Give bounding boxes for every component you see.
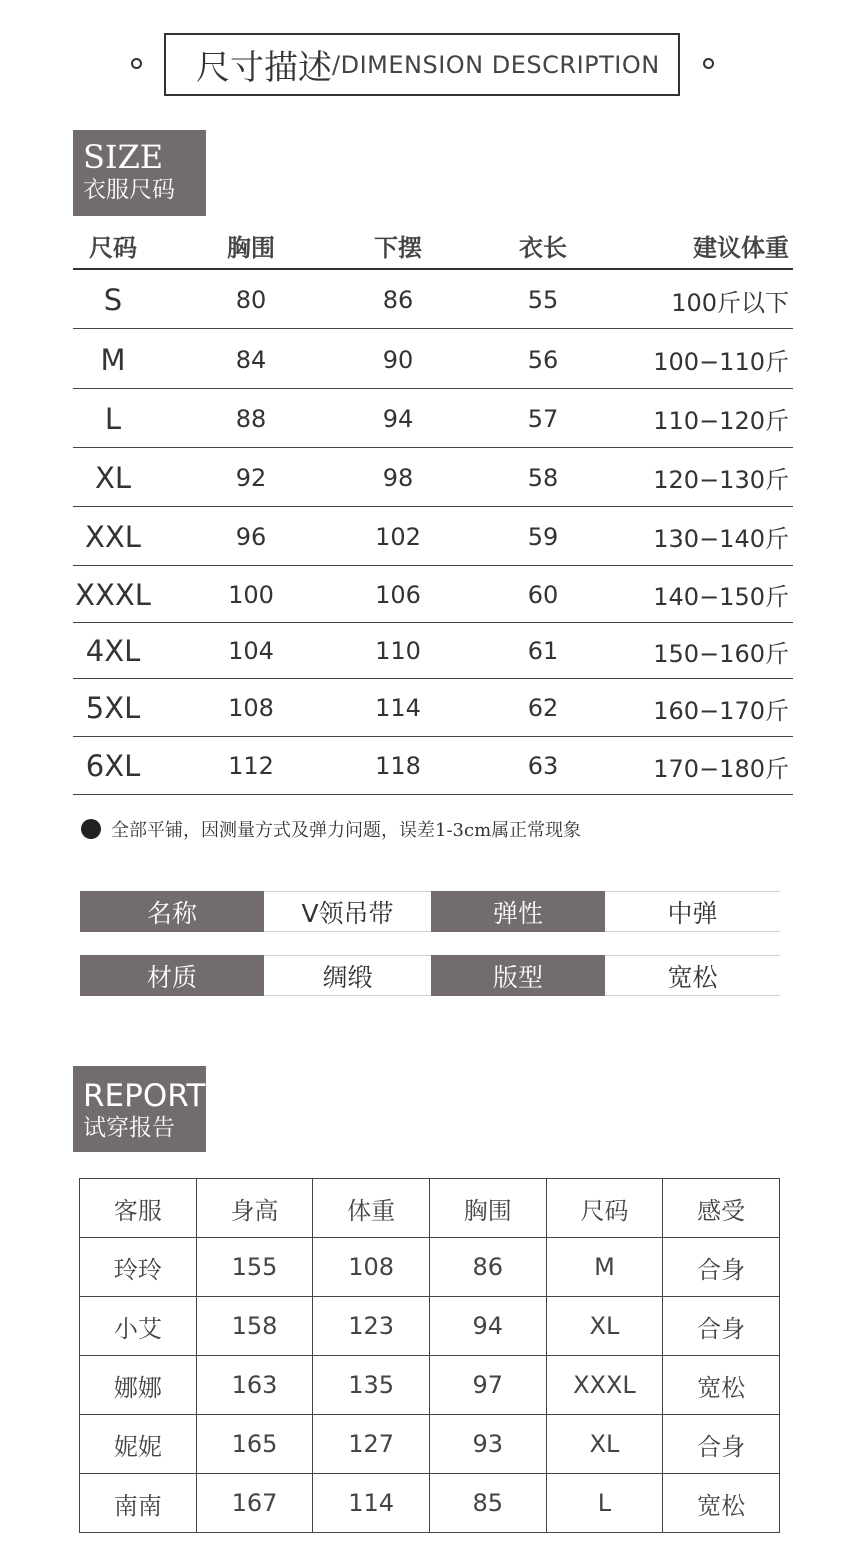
size-cell: L [546,1474,663,1533]
report-row [80,1415,780,1474]
report-badge-zh: 试穿报告 [83,1115,175,1141]
length-cell: 59 [527,522,559,551]
attr-label-name: 名称 [80,891,264,932]
chest-cell: 108 [228,694,274,722]
size-cell: M [546,1238,663,1297]
weight-cell: 130−140斤 [653,525,789,553]
length-cell: 57 [527,404,559,433]
chest-cell: 104 [228,637,274,665]
header-height: 身高 [196,1179,313,1238]
weight-cell: 150−160斤 [653,639,789,668]
size-row [73,624,793,679]
size-cell: 4XL [85,634,141,668]
staff-cell: 妮妮 [80,1415,197,1474]
weight-cell: 127 [313,1415,430,1474]
size-cell: M [100,342,126,377]
length-cell: 61 [527,637,559,665]
chest-cell: 112 [228,752,274,780]
feeling-cell: 宽松 [663,1356,780,1415]
header-staff: 客服 [80,1179,197,1238]
feeling-cell: 合身 [663,1297,780,1356]
length-cell: 58 [527,463,559,492]
header-weight: 建议体重 [693,233,789,262]
staff-cell: 玲玲 [80,1238,197,1297]
header-length: 衣长 [519,233,567,262]
chest-cell: 100 [228,580,274,609]
length-cell: 60 [527,580,559,609]
header-feeling: 感受 [663,1179,780,1238]
attribute-row [80,891,780,932]
staff-cell: 南南 [80,1474,197,1533]
report-row [80,1238,780,1297]
report-header-row [80,1179,780,1238]
size-row [73,567,793,623]
height-cell: 165 [196,1415,313,1474]
height-cell: 163 [196,1356,313,1415]
weight-cell: 160−170斤 [653,696,789,725]
weight-cell: 123 [313,1297,430,1356]
weight-cell: 100−110斤 [653,348,789,376]
size-row [73,508,793,566]
size-row [73,331,793,389]
header-size: 尺码 [89,233,137,262]
hem-cell: 86 [382,286,414,314]
size-cell: S [103,283,123,317]
report-row [80,1297,780,1356]
report-section-badge [73,1066,206,1152]
weight-cell: 135 [313,1356,430,1415]
title-zh: 尺寸描述 [196,48,332,88]
size-cell: XXXL [75,577,151,612]
chest-cell: 97 [429,1356,546,1415]
size-row [73,680,793,737]
right-bullet-icon [703,58,714,69]
length-cell: 55 [527,286,559,314]
length-cell: 63 [527,752,559,780]
length-cell: 62 [527,694,559,722]
hem-cell: 110 [375,637,421,665]
report-row [80,1356,780,1415]
note-text: 全部平铺，因测量方式及弹力问题，误差1-3cm属正常现象 [111,820,582,841]
size-table-header [73,228,793,270]
attribute-row [80,955,780,996]
staff-cell: 小艾 [80,1297,197,1356]
measurement-note [81,816,581,842]
hem-cell: 102 [375,522,421,551]
length-cell: 56 [527,345,559,374]
attr-label-material: 材质 [80,955,264,996]
report-badge-en: REPORT [83,1078,206,1114]
attr-value-fit: 宽松 [605,955,780,996]
hem-cell: 106 [375,580,421,609]
header-size: 尺码 [546,1179,663,1238]
chest-cell: 88 [235,404,267,433]
feeling-cell: 宽松 [663,1474,780,1533]
weight-cell: 108 [313,1238,430,1297]
attr-value-name: V领吊带 [264,891,431,932]
size-row [73,390,793,448]
weight-cell: 120−130斤 [653,466,789,494]
chest-cell: 80 [235,286,267,314]
size-badge-en: SIZE [83,138,164,176]
weight-cell: 114 [313,1474,430,1533]
size-cell: XXL [85,519,141,554]
hem-cell: 94 [382,404,414,433]
size-row [73,738,793,795]
size-row [73,272,793,329]
attr-value-material: 绸缎 [264,955,431,996]
size-cell: L [104,401,122,436]
size-section-badge [73,130,206,216]
weight-cell: 110−120斤 [653,407,789,435]
chest-cell: 96 [235,522,267,551]
size-cell: XXXL [546,1356,663,1415]
left-bullet-icon [131,58,142,69]
height-cell: 167 [196,1474,313,1533]
chest-cell: 94 [429,1297,546,1356]
chest-cell: 92 [235,463,267,492]
feeling-cell: 合身 [663,1415,780,1474]
staff-cell: 娜娜 [80,1356,197,1415]
page-title [164,33,680,96]
chest-cell: 93 [429,1415,546,1474]
size-cell: XL [94,460,132,495]
fitting-report-table [79,1178,780,1533]
bullet-icon [81,819,101,839]
feeling-cell: 合身 [663,1238,780,1297]
weight-cell: 170−180斤 [653,754,789,783]
hem-cell: 114 [375,694,421,722]
hem-cell: 118 [375,752,421,780]
attr-value-elasticity: 中弹 [605,891,780,932]
header-weight: 体重 [313,1179,430,1238]
size-cell: 6XL [85,749,141,783]
report-row [80,1474,780,1533]
header-hem: 下摆 [374,233,422,262]
size-badge-zh: 衣服尺码 [83,177,175,203]
attr-label-elasticity: 弹性 [431,891,605,932]
hem-cell: 98 [382,463,414,492]
header-chest: 胸围 [227,233,275,262]
weight-cell: 140−150斤 [653,583,789,611]
weight-cell: 100斤以下 [671,288,789,317]
title-en: /DIMENSION DESCRIPTION [332,50,660,79]
size-cell: XL [546,1297,663,1356]
chest-cell: 86 [429,1238,546,1297]
height-cell: 155 [196,1238,313,1297]
height-cell: 158 [196,1297,313,1356]
size-cell: XL [546,1415,663,1474]
header-chest: 胸围 [429,1179,546,1238]
size-row [73,449,793,507]
chest-cell: 84 [235,345,267,374]
attr-label-fit: 版型 [431,955,605,996]
hem-cell: 90 [382,345,414,374]
size-cell: 5XL [85,691,141,725]
chest-cell: 85 [429,1474,546,1533]
